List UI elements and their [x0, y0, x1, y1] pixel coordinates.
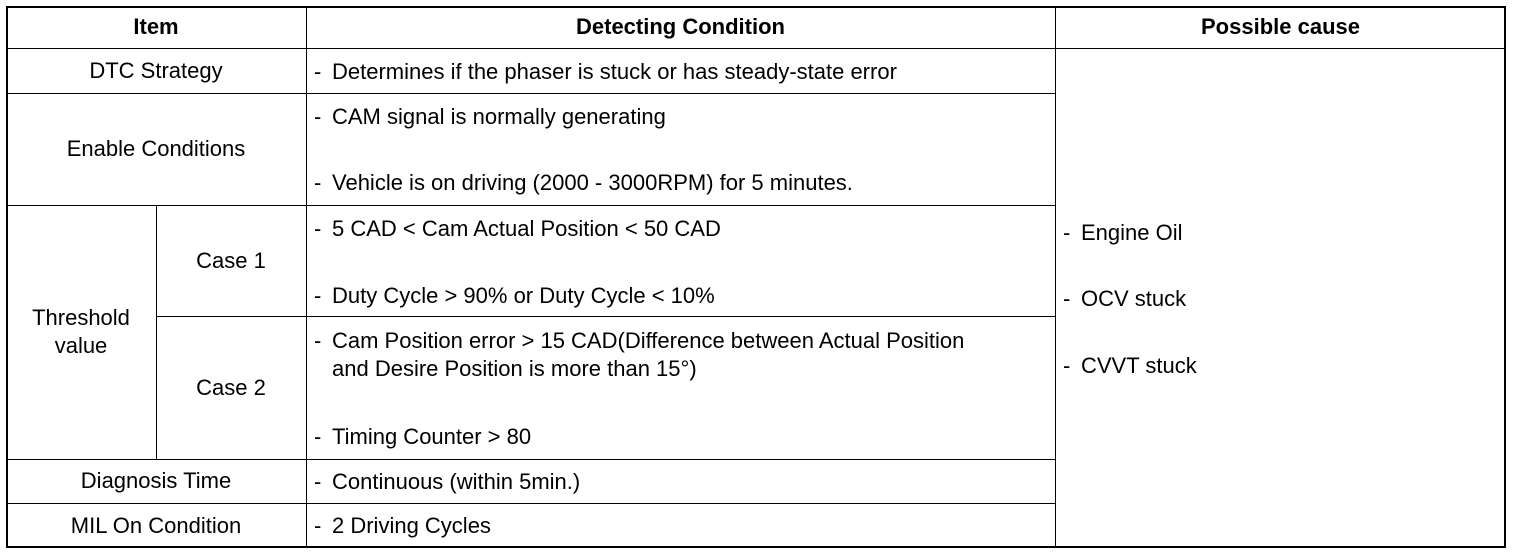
list-item: - Continuous (within 5min.) — [314, 469, 581, 494]
list-item: - 2 Driving Cycles — [314, 513, 491, 538]
label-case-1: Case 1 — [196, 247, 266, 273]
label-dtc-strategy: DTC Strategy — [89, 57, 223, 83]
header-detecting-condition: Detecting Condition — [576, 14, 785, 39]
column-divider — [306, 6, 307, 548]
list-item: - Cam Position error > 15 CAD(Difference between Actual Position — [314, 328, 965, 353]
list-item: - CAM signal is normally generating — [314, 104, 666, 129]
label-mil-on-condition: MIL On Condition — [70, 512, 242, 538]
list-item: - Duty Cycle > 90% or Duty Cycle < 10% — [314, 283, 715, 308]
cause-item: - OCV stuck — [1063, 286, 1187, 311]
list-item: - Vehicle is on driving (2000 - 3000RPM) for 5 minutes. — [314, 170, 853, 195]
list-item-continuation: and Desire Position is more than 15°) — [332, 356, 697, 381]
label-case-2: Case 2 — [196, 374, 266, 400]
label-diagnosis-time: Diagnosis Time — [80, 468, 232, 493]
header-item: Item — [133, 14, 179, 39]
list-item: - Determines if the phaser is stuck or has steady-state error — [314, 59, 897, 84]
list-item: - 5 CAD < Cam Actual Position < 50 CAD — [314, 216, 721, 241]
cause-item: - Engine Oil — [1063, 220, 1183, 245]
label-threshold-value: Threshold value — [32, 305, 130, 358]
label-enable-conditions: Enable Conditions — [66, 136, 246, 161]
header-possible-cause: Possible cause — [1201, 14, 1360, 39]
column-divider — [1055, 6, 1056, 548]
cause-item: - CVVT stuck — [1063, 353, 1197, 378]
list-item: - Timing Counter > 80 — [314, 424, 532, 449]
